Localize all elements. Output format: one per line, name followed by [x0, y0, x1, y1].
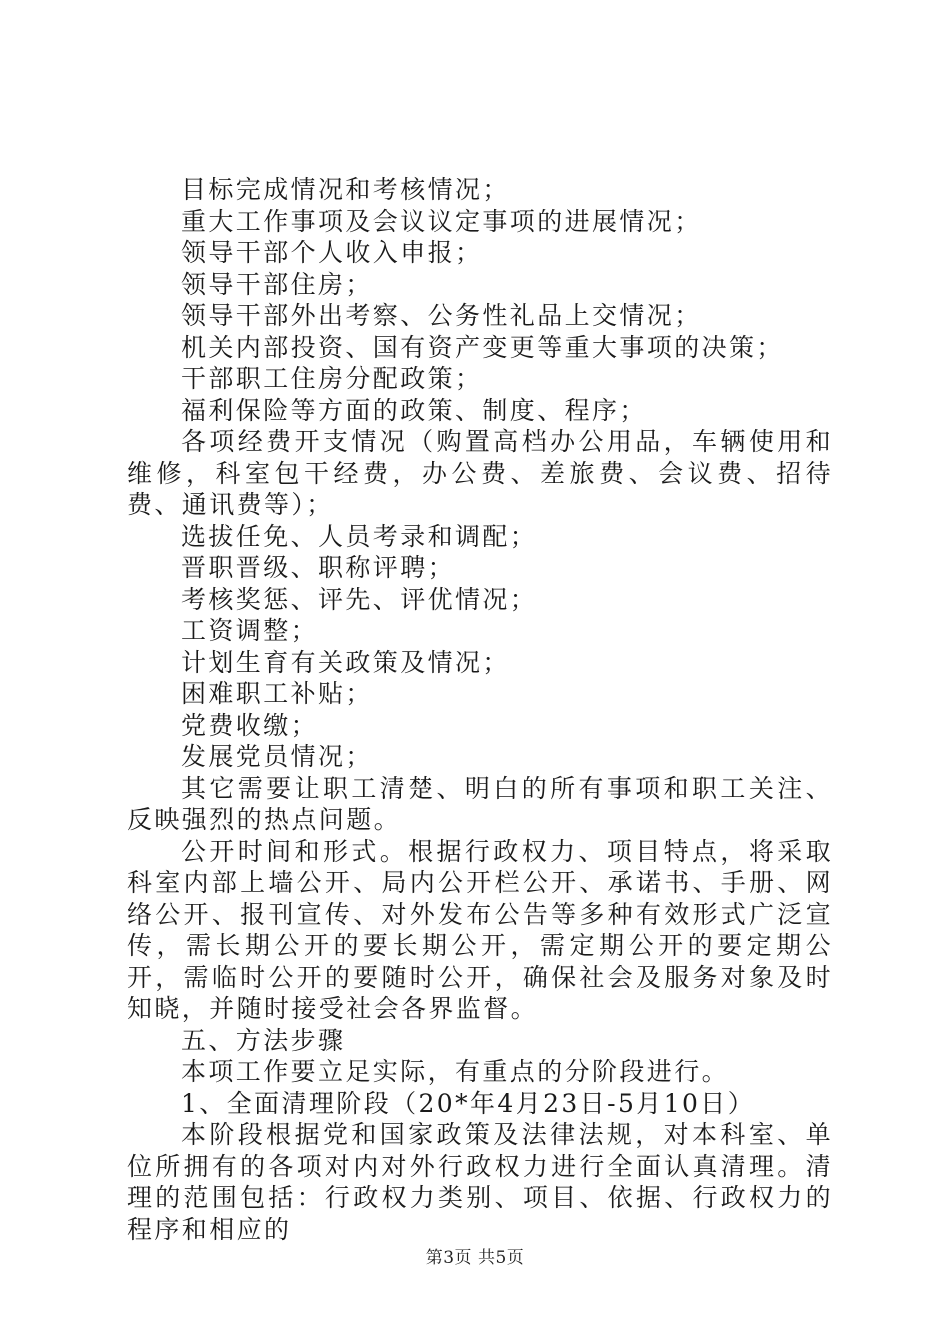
paragraph: 领导干部外出考察、公务性礼品上交情况； [181, 301, 702, 330]
paragraph: 本阶段根据党和国家政策及法律法规，对本科室、单位所拥有的各项对内对外行政权力进行全面认真清理。清理的范围包括：行政权力类别、项目、依据、行政权力的程序和相应的 [127, 1120, 833, 1244]
paragraph: 领导干部住房； [181, 269, 373, 299]
section-heading: 五、方法步骤 [181, 1025, 346, 1055]
paragraph: 计划生育有关政策及情况； [181, 647, 510, 677]
paragraph: 选拔任免、人员考录和调配； [181, 521, 538, 551]
page-number-footer: 第3页 共5页 [425, 1248, 525, 1268]
paragraph: 公开时间和形式。根据行政权力、项目特点，将采取科室内部上墙公开、局内公开栏公开、承诺书、手册、网络公开、报刊宣传、对外发布公告等多种有效形式广泛宣传，需长期公开的要长期公开，需定期公开的要定期公开，需临时公开的要随时公开，确保社会及服务对象及时知晓，并随时接受社会各界监督。 [127, 836, 833, 1023]
paragraph: 困难职工补贴； [181, 679, 373, 708]
paragraph: 重大工作事项及会议议定事项的进展情况； [181, 206, 702, 236]
paragraph: 其它需要让职工清楚、明白的所有事项和职工关注、反映强烈的热点问题。 [127, 773, 833, 834]
paragraph: 本项工作要立足实际，有重点的分阶段进行。 [181, 1057, 730, 1086]
paragraph: 工资调整； [181, 616, 319, 645]
paragraph: 考核奖惩、评先、评优情况； [181, 584, 538, 614]
subsection-heading: 1、全面清理阶段（20*年4月23日-5月10日） [181, 1088, 756, 1118]
paragraph: 发展党员情况； [181, 742, 373, 771]
paragraph: 机关内部投资、国有资产变更等重大事项的决策； [181, 332, 784, 362]
paragraph: 晋职晋级、职称评聘； [181, 553, 456, 582]
paragraph: 领导干部个人收入申报； [181, 238, 483, 267]
paragraph: 党费收缴； [181, 710, 319, 740]
paragraph: 福利保险等方面的政策、制度、程序； [181, 395, 647, 425]
paragraph: 干部职工住房分配政策； [181, 364, 483, 393]
document-body [127, 174, 833, 1245]
paragraph: 各项经费开支情况（购置高档办公用品，车辆使用和维修，科室包干经费，办公费、差旅费、会议费、招待费、通讯费等）； [127, 427, 833, 519]
paragraph: 目标完成情况和考核情况； [181, 175, 510, 204]
